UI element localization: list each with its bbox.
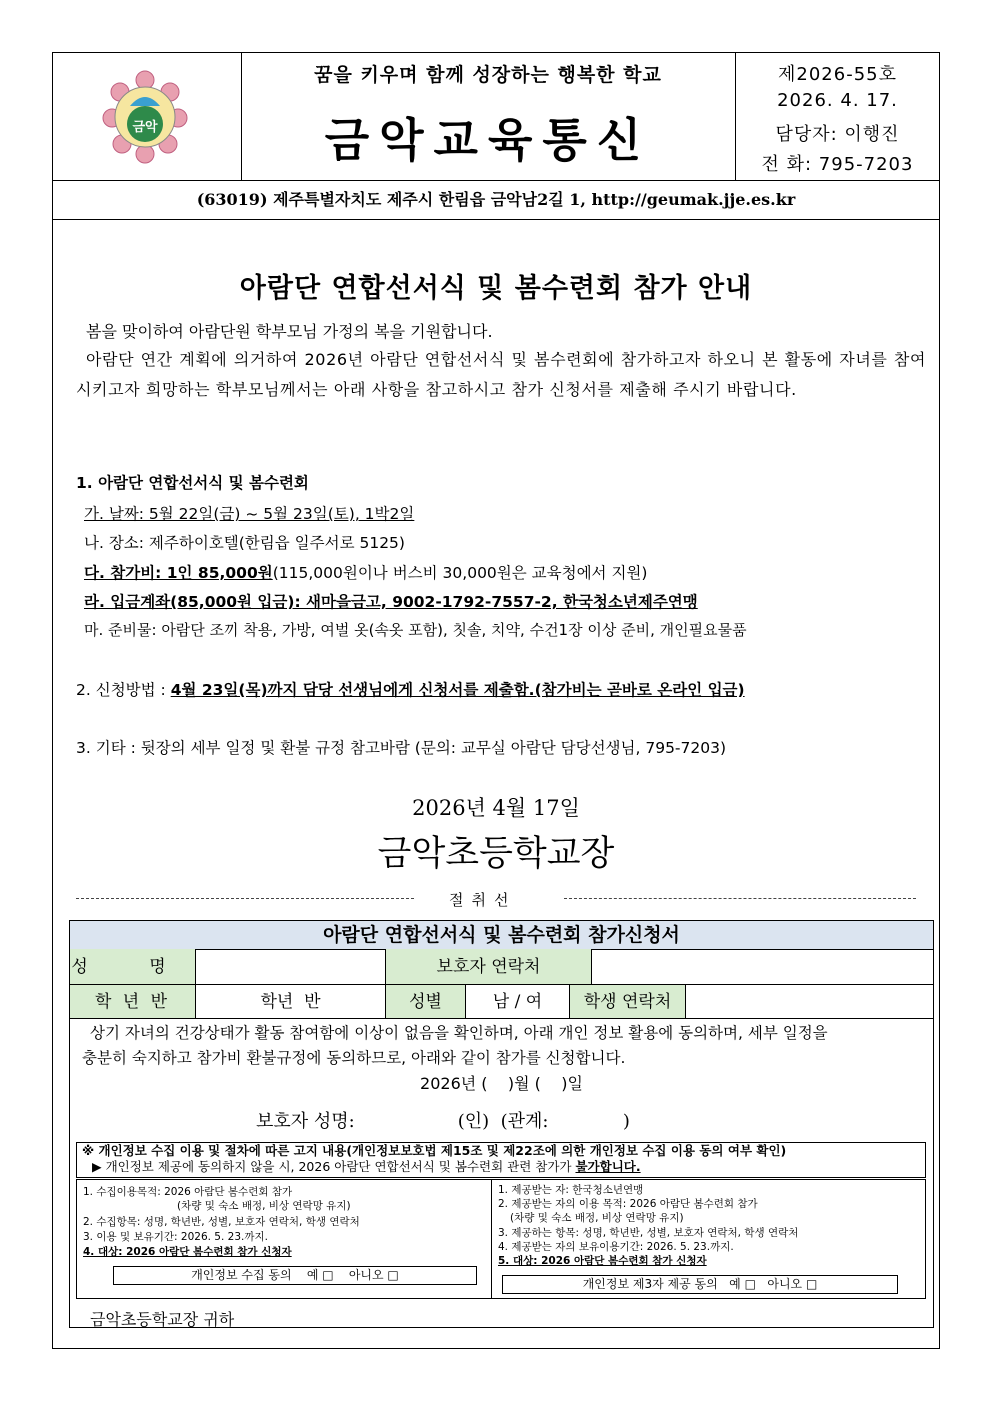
section2-text: 4월 23일(목)까지 담당 선생님에게 신청서를 제출함.(참가비는 곧바로 온라인 입금) xyxy=(170,681,745,699)
school-slogan: 꿈을 키우며 함께 성장하는 행복한 학교 xyxy=(314,64,662,86)
cut-line-label: 절취선 xyxy=(449,891,517,909)
left-item-2: 2. 수집항목: 성명, 학년반, 성별, 보호자 연락처, 학생 연락처 xyxy=(83,1216,360,1228)
section2-label: 2. 신청방법 : xyxy=(76,681,171,699)
section3: 3. 기타 : 뒷장의 세부 일정 및 환불 규정 참고바람 (문의: 교무실 아람단 담당선생님, 795-7203) xyxy=(76,739,727,757)
right-item-4: 4. 제공받는 자의 보유이용기간: 2026. 5. 23.까지. xyxy=(498,1241,734,1253)
privacy-warning-text: ▶ 개인정보 제공에 동의하지 않을 시, 2026 아람단 연합선서식 및 봄수련회 관련 참가가 xyxy=(92,1159,576,1174)
issue-number: 제2026-55호 xyxy=(778,64,897,85)
privacy-notice-title: ※ 개인정보 수집 이용 및 절차에 따른 고지 내용(개인정보보호법 제15조 및 제22조에 의한 개인정보 수집 이용 동의 여부 확인) xyxy=(82,1143,787,1158)
cut-line-right xyxy=(564,898,916,899)
gender-label: 성별 xyxy=(386,985,466,1019)
left-item-4: 4. 대상: 2026 아람단 봄수련회 참가 신청자 xyxy=(83,1246,292,1258)
right-item-3: 3. 제공하는 항목: 성명, 학년반, 성별, 보호자 연락처, 학생 연락처 xyxy=(498,1227,799,1239)
guardian-signature[interactable]: 보호자 성명: (인) (관계: ) xyxy=(256,1111,630,1132)
consent-line1: 상기 자녀의 건강상태가 활동 참여함에 이상이 없음을 확인하며, 아래 개인 정보 활용에 동의하며, 세부 일정을 xyxy=(90,1024,828,1042)
application-date[interactable]: 2026년 ( )월 ( )일 xyxy=(420,1074,583,1093)
section1-heading: 1. 아람단 연합선서식 및 봄수련회 xyxy=(76,474,309,492)
cut-line-left xyxy=(76,898,414,899)
student-contact-field[interactable] xyxy=(686,985,933,1019)
manager-name: 담당자: 이행진 xyxy=(775,124,900,145)
event-date: 가. 날짜: 5월 22일(금) ~ 5월 23일(토), 1박2일 xyxy=(84,505,415,523)
grade-label: 학 년 반 xyxy=(70,985,196,1019)
guardian-contact-label: 보호자 연락처 xyxy=(386,949,592,985)
bank-account: 라. 입금계좌(85,000원 입금): 새마을금고, 9002-1792-7557-2, 한국청소년제주연맹 xyxy=(84,593,698,611)
school-address: (63019) 제주특별자치도 제주시 한림읍 금악남2길 1, http://geumak.jje.es.kr xyxy=(52,181,940,220)
third-party-consent-check[interactable]: 개인정보 제3자 제공 동의 예 □ 아니오 □ xyxy=(502,1275,898,1294)
third-party-consent-box xyxy=(492,1179,926,1299)
left-item-1-detail: (차량 및 숙소 배정, 비상 연락망 유지) xyxy=(177,1200,351,1212)
collection-consent-box xyxy=(76,1179,492,1299)
issue-date: 2026. 4. 17. xyxy=(777,90,898,111)
fee-amount: 다. 참가비: 1인 85,000원 xyxy=(84,564,273,582)
right-item-2: 2. 제공받는 자의 이용 목적: 2026 아람단 봄수련회 참가 xyxy=(498,1198,758,1210)
intro-greeting: 봄을 맞이하여 아람단원 학부모님 가정의 복을 기원합니다. xyxy=(86,322,493,341)
intro-body: 아람단 연간 계획에 의거하여 2026년 아람단 연합선서식 및 봄수련회에 참가하고자 하오니 본 활동에 자녀를 참여시키고자 희망하는 학부모님께서는 아래 사항을 참고하시고 참가 신청서를 제출해 주시기 바랍니다. xyxy=(76,350,926,399)
section2 xyxy=(76,678,745,700)
newsletter-title: 금악교육통신 xyxy=(324,113,652,167)
logo-cell xyxy=(52,52,242,180)
privacy-notice xyxy=(76,1142,926,1178)
title-cell xyxy=(241,52,736,180)
cut-line xyxy=(76,889,916,907)
form-title: 아람단 연합선서식 및 봄수련회 참가신청서 xyxy=(70,921,933,950)
gender-field[interactable]: 남 / 여 xyxy=(466,985,570,1019)
privacy-warning-bold: 불가합니다. xyxy=(575,1159,641,1174)
consent-line2: 충분히 숙지하고 참가비 환불규정에 동의하므로, 아래와 같이 참가를 신청합니다. xyxy=(82,1049,626,1067)
right-item-1: 1. 제공받는 자: 한국청소년연맹 xyxy=(498,1184,644,1196)
right-item-2-detail: (차량 및 숙소 배정, 비상 연락망 유지) xyxy=(510,1212,684,1224)
document-title: 아람단 연합선서식 및 봄수련회 참가 안내 xyxy=(239,273,753,304)
right-item-5: 5. 대상: 2026 아람단 봄수련회 참가 신청자 xyxy=(498,1255,707,1267)
student-contact-label: 학생 연락처 xyxy=(570,985,686,1019)
principal-signature: 금악초등학교장 xyxy=(377,834,615,874)
guardian-contact-field[interactable] xyxy=(592,949,933,985)
privacy-notice-warning xyxy=(82,1159,925,1175)
left-item-3: 3. 이용 및 보유기간: 2026. 5. 23.까지. xyxy=(83,1231,268,1243)
newsletter-header xyxy=(52,52,940,181)
phone-number: 전 화: 795-7203 xyxy=(761,154,914,175)
grade-field[interactable]: 학년 반 xyxy=(196,985,386,1019)
collection-consent-check[interactable]: 개인정보 수집 동의 예 □ 아니오 □ xyxy=(113,1266,477,1285)
signoff-date: 2026년 4월 17일 xyxy=(412,796,580,820)
name-label: 성 명 xyxy=(70,949,196,985)
left-item-1: 1. 수집이용목적: 2026 아람단 봄수련회 참가 xyxy=(83,1186,293,1198)
event-fee xyxy=(84,561,647,583)
logo-text: 금악 xyxy=(132,120,158,135)
name-field[interactable] xyxy=(196,949,386,985)
form-addressee: 금악초등학교장 귀하 xyxy=(90,1310,235,1329)
application-form xyxy=(69,920,934,1328)
event-place: 나. 장소: 제주하이호텔(한림읍 일주서로 5125) xyxy=(84,534,405,552)
info-cell xyxy=(735,52,940,180)
fee-note: (115,000원이나 버스비 30,000원은 교육청에서 지원) xyxy=(272,564,648,582)
supplies: 마. 준비물: 아람단 조끼 착용, 가방, 여벌 옷(속옷 포함), 칫솔, 치약, 수건1장 이상 준비, 개인필요물품 xyxy=(84,621,747,639)
